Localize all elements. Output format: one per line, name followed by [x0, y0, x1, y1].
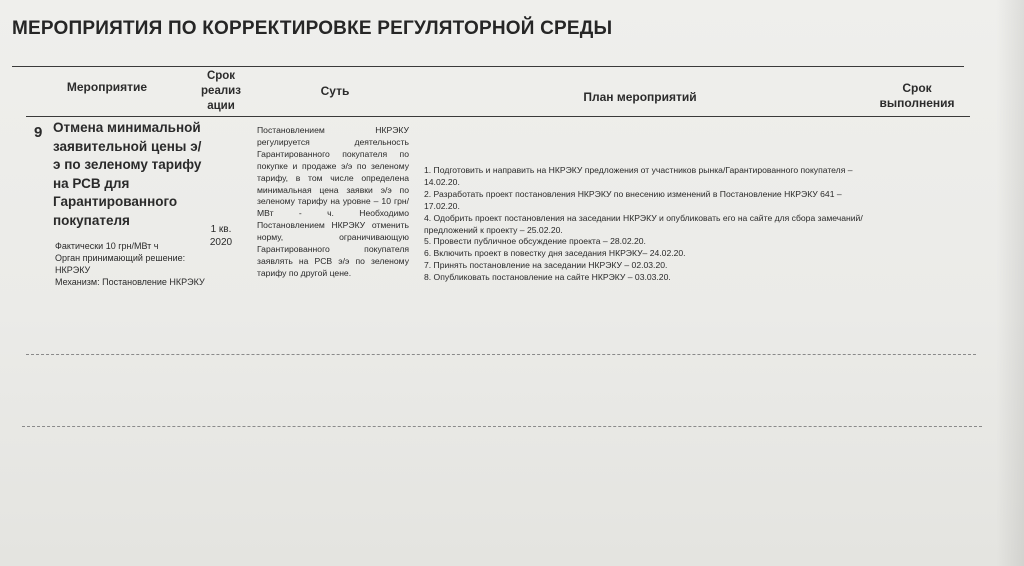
- plan-item: 8. Опубликовать постановление на сайте НКРЭКУ – 03.03.20.: [424, 272, 671, 283]
- event-meta: [55, 240, 205, 288]
- plan-list: [424, 165, 864, 284]
- event-authority: Орган принимающий решение: НКРЭКУ: [55, 253, 186, 275]
- term-cell: 1 кв. 2020: [209, 224, 233, 248]
- header-term: Срок реализ ации: [201, 70, 241, 112]
- essence-cell: Постановлением НКРЭКУ регулируется деятельность Гарантированного покупателя по покупке и продаже э/э по зеленому тарифу, в том числе определена минимальная цена заявки э/э по зеленому тарифу на уровне – 10 грн/МВт - ч. Необходимо Постановлением НКРЭКУ отменить норму, ограничивающую Гарантированного покупателя заявлять на РСВ э/э по зеленому тарифу по другой цене.: [257, 125, 409, 278]
- header-bottom-rule: [26, 116, 970, 117]
- plan-item: 6. Включить проект в повестку дня заседания НКРЭКУ– 24.02.20.: [424, 248, 686, 259]
- header-essence: Суть: [320, 84, 350, 98]
- row-number: 9: [34, 124, 43, 141]
- header-deadline: Срок выполнения: [879, 81, 955, 110]
- plan-item: 4. Одобрить проект постановления на заседании НКРЭКУ и опубликовать его на сайте для сбора замечаний/предложений к проекту – 25.02.20.: [424, 212, 863, 235]
- plan-item: 2. Разработать проект постановления НКРЭКУ по внесению изменений в Постановление НКРЭКУ 641 – 17.02.20.: [424, 188, 842, 211]
- plan-item: 1. Подготовить и направить на НКРЭКУ предложения от участников рынка/Гарантированного покупателя – 14.02.20.: [424, 165, 853, 187]
- event-mechanism: Механизм: Постановление НКРЭКУ: [55, 277, 205, 287]
- header-plan: План мероприятий: [583, 90, 697, 104]
- row-divider-dashed: [26, 354, 976, 355]
- page-edge-shadow: [996, 0, 1024, 566]
- header-event: Мероприятие: [66, 80, 148, 94]
- plan-item: 5. Провести публичное обсуждение проекта – 28.02.20.: [424, 236, 646, 247]
- row-divider-dashed-2: [22, 426, 982, 427]
- event-actual: Фактически 10 грн/МВт ч: [55, 241, 159, 251]
- page-title: МЕРОПРИЯТИЯ ПО КОРРЕКТИРОВКЕ РЕГУЛЯТОРНОЙ СРЕДЫ: [12, 18, 613, 39]
- plan-item: 7. Принять постановление на заседании НКРЭКУ – 02.03.20.: [424, 260, 668, 271]
- event-title: Отмена минимальной заявительной цены э/э по зеленому тарифу на РСВ для Гарантированного покупателя: [53, 120, 202, 228]
- header-top-rule: [12, 66, 964, 67]
